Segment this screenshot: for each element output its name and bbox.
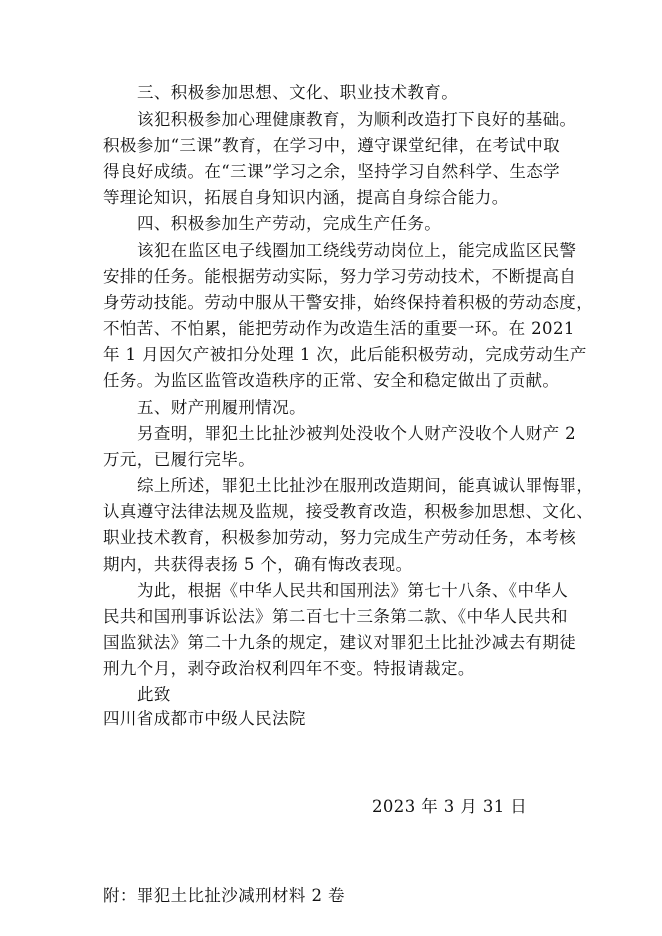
attachment-note: 附：罪犯土比扯沙减刑材料 2 卷 [103,886,345,905]
paragraph-line: 期内，共获得表扬 5 个，确有悔改表现。 [103,555,413,574]
paragraph-line: 身劳动技能。劳动中服从干警安排，始终保持着积极的劳动态度， [103,293,594,312]
paragraph-line: 该犯在监区电子线圈加工绕线劳动岗位上，能完成监区民警 [137,241,577,260]
paragraph-line: 安排的任务。能根据劳动实际，努力学习劳动技术，不断提高自 [103,267,577,286]
section-heading-3: 三、积极参加思想、文化、职业技术教育。 [137,83,459,102]
paragraph-line: 为此，根据《中华人民共和国刑法》第七十八条、《中华人 [137,581,569,600]
paragraph-line: 等理论知识，拓展自身知识内涵，提高自身综合能力。 [103,188,509,207]
paragraph-line: 认真遵守法律法规及监规，接受教育改造，积极参加思想、文化、 [103,502,594,521]
paragraph-line: 另查明，罪犯土比扯沙被判处没收个人财产没收个人财产 2 [137,424,577,443]
paragraph-line: 任务。为监区监管改造秩序的正常、安全和稳定做出了贡献。 [103,371,560,390]
paragraph-line: 刑九个月，剥夺政治权利四年不变。特报请裁定。 [103,659,475,678]
section-heading-4: 四、积极参加生产劳动，完成生产任务。 [137,214,442,233]
section-heading-5: 五、财产刑履刑情况。 [137,398,306,417]
document-date: 2023 年 3 月 31 日 [372,797,528,816]
paragraph-line: 得良好成绩。在“三课”学习之余，坚持学习自然科学、生态学 [103,162,561,181]
paragraph-line: 职业技术教育，积极参加劳动，努力完成生产劳动任务，本考核 [103,528,577,547]
paragraph-line: 万元，已履行完毕。 [103,450,256,469]
paragraph-line: 年 1 月因欠产被扣分处理 1 次，此后能积极劳动，完成劳动生产 [103,345,587,364]
paragraph-line: 综上所述，罪犯土比扯沙在服刑改造期间，能真诚认罪悔罪， [137,476,594,495]
paragraph-line: 民共和国刑事诉讼法》第二百七十三条第二款、《中华人民共和 [103,607,568,626]
recipient-court: 四川省成都市中级人民法院 [103,709,306,728]
paragraph-line: 国监狱法》第二十九条的规定，建议对罪犯土比扯沙减去有期徒 [103,633,577,652]
paragraph-line: 该犯积极参加心理健康教育，为顺利改造打下良好的基础。 [137,110,577,129]
salutation: 此致 [137,685,171,704]
paragraph-line: 不怕苦、不怕累，能把劳动作为改造生活的重要一环。在 2021 [103,319,575,338]
paragraph-line: 积极参加“三课”教育，在学习中，遵守课堂纪律，在考试中取 [103,136,561,155]
